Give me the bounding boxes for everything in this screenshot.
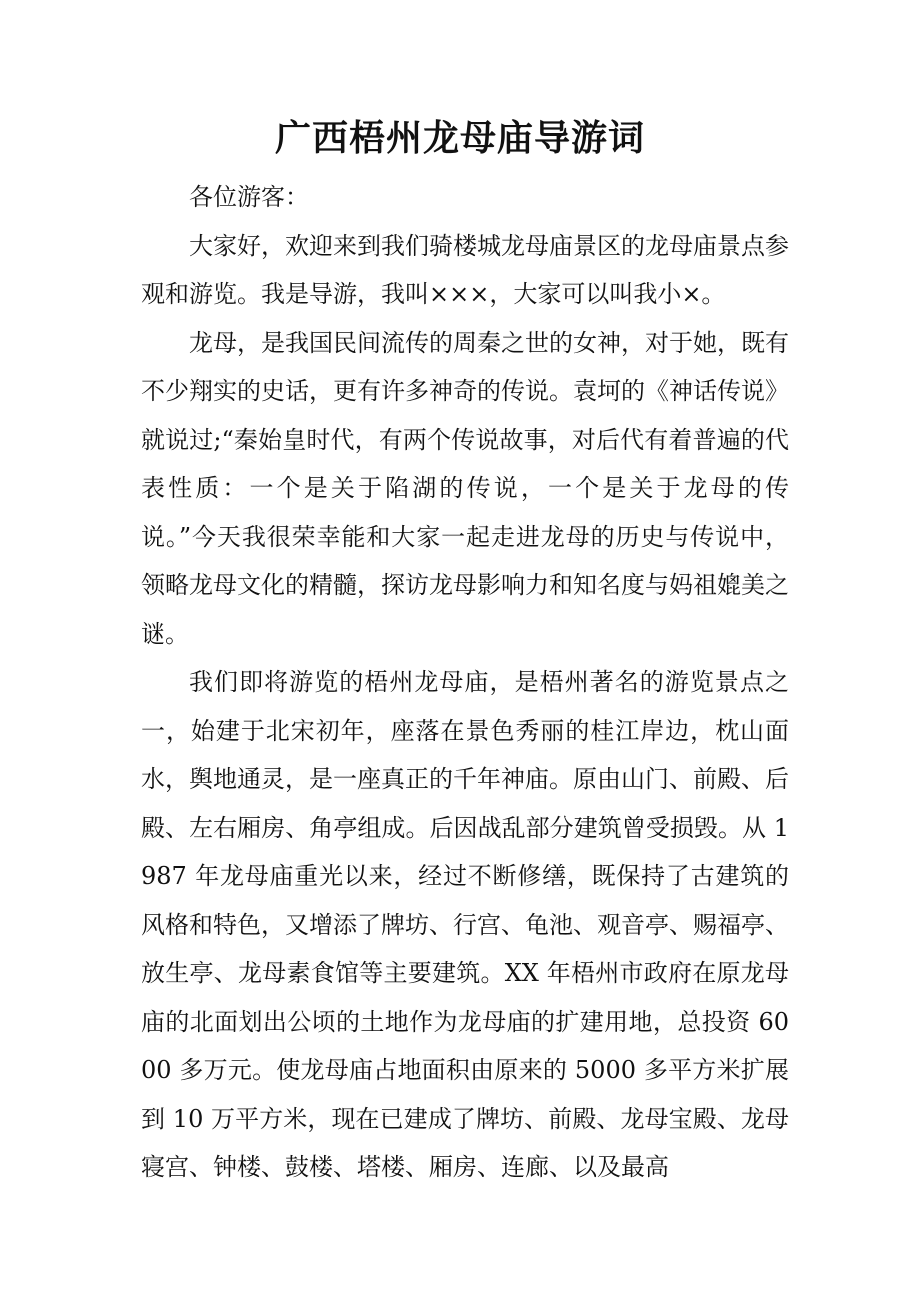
paragraph-greeting: 各位游客：: [189, 183, 309, 211]
paragraph-welcome: 大家好，欢迎来到我们骑楼城龙母庙景区的龙母庙景点参观和游览。我是导游，我叫×××，大家可以叫我小×。: [141, 231, 789, 308]
paragraph-longmu-legend: 龙母，是我国民间流传的周秦之世的女神，对于她，既有不少翔实的史话，更有许多神奇的传说。袁坷的《神话传说》就说过;“秦始皇时代，有两个传说故事，对后代有着普遍的代表性质：一个是关于陷湖的传说，一个是关于龙母的传说。”今天我很荣幸能和大家一起走进龙母的历史与传说中，领略龙母文化的精髓，探访龙母影响力和知名度与妈祖媲美之谜。: [141, 328, 789, 648]
paragraph-temple-history: 我们即将游览的梧州龙母庙，是梧州著名的游览景点之一，始建于北宋初年，座落在景色秀丽的桂江岸边，枕山面水，舆地通灵，是一座真正的千年神庙。原由山门、前殿、后殿、左右厢房、角亭组成。后因战乱部分建筑曾受损毁。从 1987 年龙母庙重光以来，经过不断修缮，既保持了古建筑的风格和特色，又增添了牌坊、行宫、龟池、观音亭、赐福亭、放生亭、龙母素食馆等主要建筑。XX 年梧州市政府在原龙母庙的北面划出公顷的土地作为龙母庙的扩建用地，总投资 6000 多万元。使龙母庙占地面积由原来的 5000 多平方米扩展到 10 万平方米，现在已建成了牌坊、前殿、龙母宝殿、龙母寝宫、钟楼、鼓楼、塔楼、厢房、连廊、以及最高: [141, 668, 789, 1181]
document-body: [141, 173, 789, 1192]
document-title: 广西梧州龙母庙导游词: [274, 117, 645, 159]
